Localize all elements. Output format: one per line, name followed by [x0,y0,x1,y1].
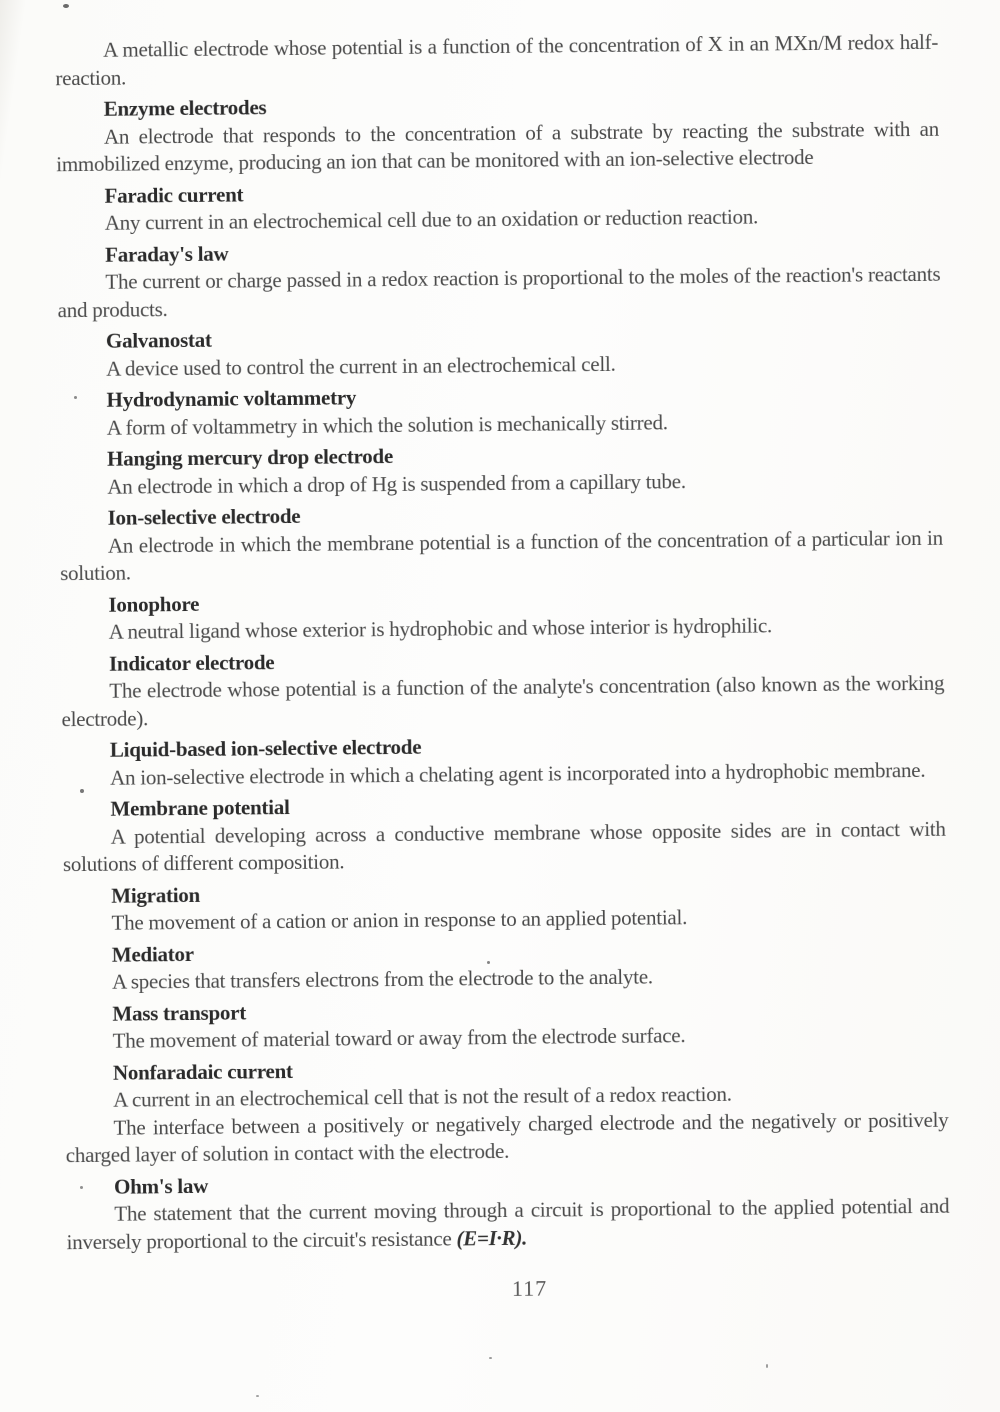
term-heading: Membrane potential [110,795,290,821]
page-number: 117 [511,1275,548,1301]
term-heading: Hanging mercury drop electrode [106,444,394,471]
glossary-entry-nonfaradaic-current [65,1051,949,1169]
glossary-entry-migration [63,874,946,937]
definition-text-body: The statement that the current moving through a circuit is proportional to the applied potential and inversely proportional to the circuit's resistance [66,1193,950,1254]
term-heading: Ohm's law [113,1173,209,1199]
definition-text: A device used to control the current in an electrochemical cell. [106,351,616,381]
continuation-paragraph: A metallic electrode whose potential is a function of the concentration of X in an MXn/M redox half-reaction. [55,29,939,90]
term-heading: Enzyme electrodes [103,95,267,121]
ink-speck [80,789,84,793]
term-heading: Liquid-based ion-selective electrode [109,734,422,762]
definition-text: An electrode in which a drop of Hg is suspended from a capillary tube. [107,468,686,499]
term-heading: Faraday's law [104,241,229,267]
ink-speck [256,1395,259,1397]
ink-speck [74,396,77,399]
definition-text: A species that transfers electrons from the electrode to the analyte. [111,964,653,994]
definition-text: A neutral ligand whose exterior is hydrophobic and whose interior is hydrophilic. [108,613,773,644]
definition-text: A potential developing across a conductive membrane whose opposite sides are in contact with solutions of different composition. [62,816,946,877]
glossary-entry-enzyme-electrodes [56,88,940,179]
definition-text: Any current in an electrochemical cell due to an oxidation or reduction reaction. [104,204,759,235]
ink-speck [63,4,69,8]
definition-text: A current in an electrochemical cell that is not the result of a redox reaction. [113,1081,732,1112]
ohms-law-formula: (E=I·R). [456,1225,528,1250]
term-heading: Ionophore [108,591,200,617]
glossary-entry-faradic-current [56,174,939,237]
definition-text: The movement of a cation or anion in response to an applied potential. [111,905,688,935]
page-text-block [55,29,950,1307]
glossary-entry-liquid-based-ion-selective-electrode [62,729,945,792]
ink-speck [766,1364,768,1368]
glossary-entry-ion-selective-electrode [60,497,944,588]
term-heading: Ion-selective electrode [107,503,301,530]
glossary-entry-ohms-law [66,1165,950,1256]
term-heading: Galvanostat [105,327,212,353]
term-heading: Migration [111,882,201,908]
definition-text: An electrode in which the membrane potential is a function of the concentration of a particular ion in solution. [60,525,943,586]
term-heading: Indicator electrode [108,649,275,676]
definition-text [66,1193,949,1256]
term-heading: Hydrodynamic voltammetry [106,385,357,412]
ink-speck [80,1186,83,1189]
term-heading: Mass transport [112,999,247,1026]
definition-text: An ion-selective electrode in which a chelating agent is incorporated into a hydrophobic membrane. [110,757,926,790]
definition-text: A form of voltammetry in which the solution is mechanically stirred. [106,409,668,440]
definition-text: An electrode that responds to the concentration of a substrate by reacting the substrate with an immobilized enzyme, producing an ion that can be monitored with an ion-selective electrode [56,116,940,177]
glossary-entry-mass-transport [64,992,947,1055]
glossary-entry-ionophore [60,583,943,646]
glossary-entry-galvanostat [58,320,941,383]
glossary-entry-faradays-law [57,233,941,324]
term-heading: Faradic current [104,181,244,208]
glossary-entry-mediator [64,933,947,996]
ink-speck [489,1357,492,1359]
term-heading: Mediator [111,941,194,967]
glossary-entry-indicator-electrode [61,642,945,733]
glossary-entry-hanging-mercury-drop-electrode [59,438,942,501]
term-heading: Nonfaradaic current [112,1058,293,1085]
ink-speck [487,961,490,964]
definition-text: The electrode whose potential is a function of the analyte's concentration (also known as the working electrode). [61,670,945,731]
definition-text-second-paragraph: The interface between a positively or negatively charged electrode and the negatively or positively charged layer of solution in contact with the electrode. [65,1107,949,1168]
definition-text: The movement of material toward or away from the electrode surface. [112,1023,686,1053]
glossary-entry-membrane-potential [62,788,946,879]
definition-text: The current or charge passed in a redox reaction is proportional to the moles of the reaction's reactants and products. [57,261,941,322]
glossary-entry-hydrodynamic-voltammetry [58,379,941,442]
